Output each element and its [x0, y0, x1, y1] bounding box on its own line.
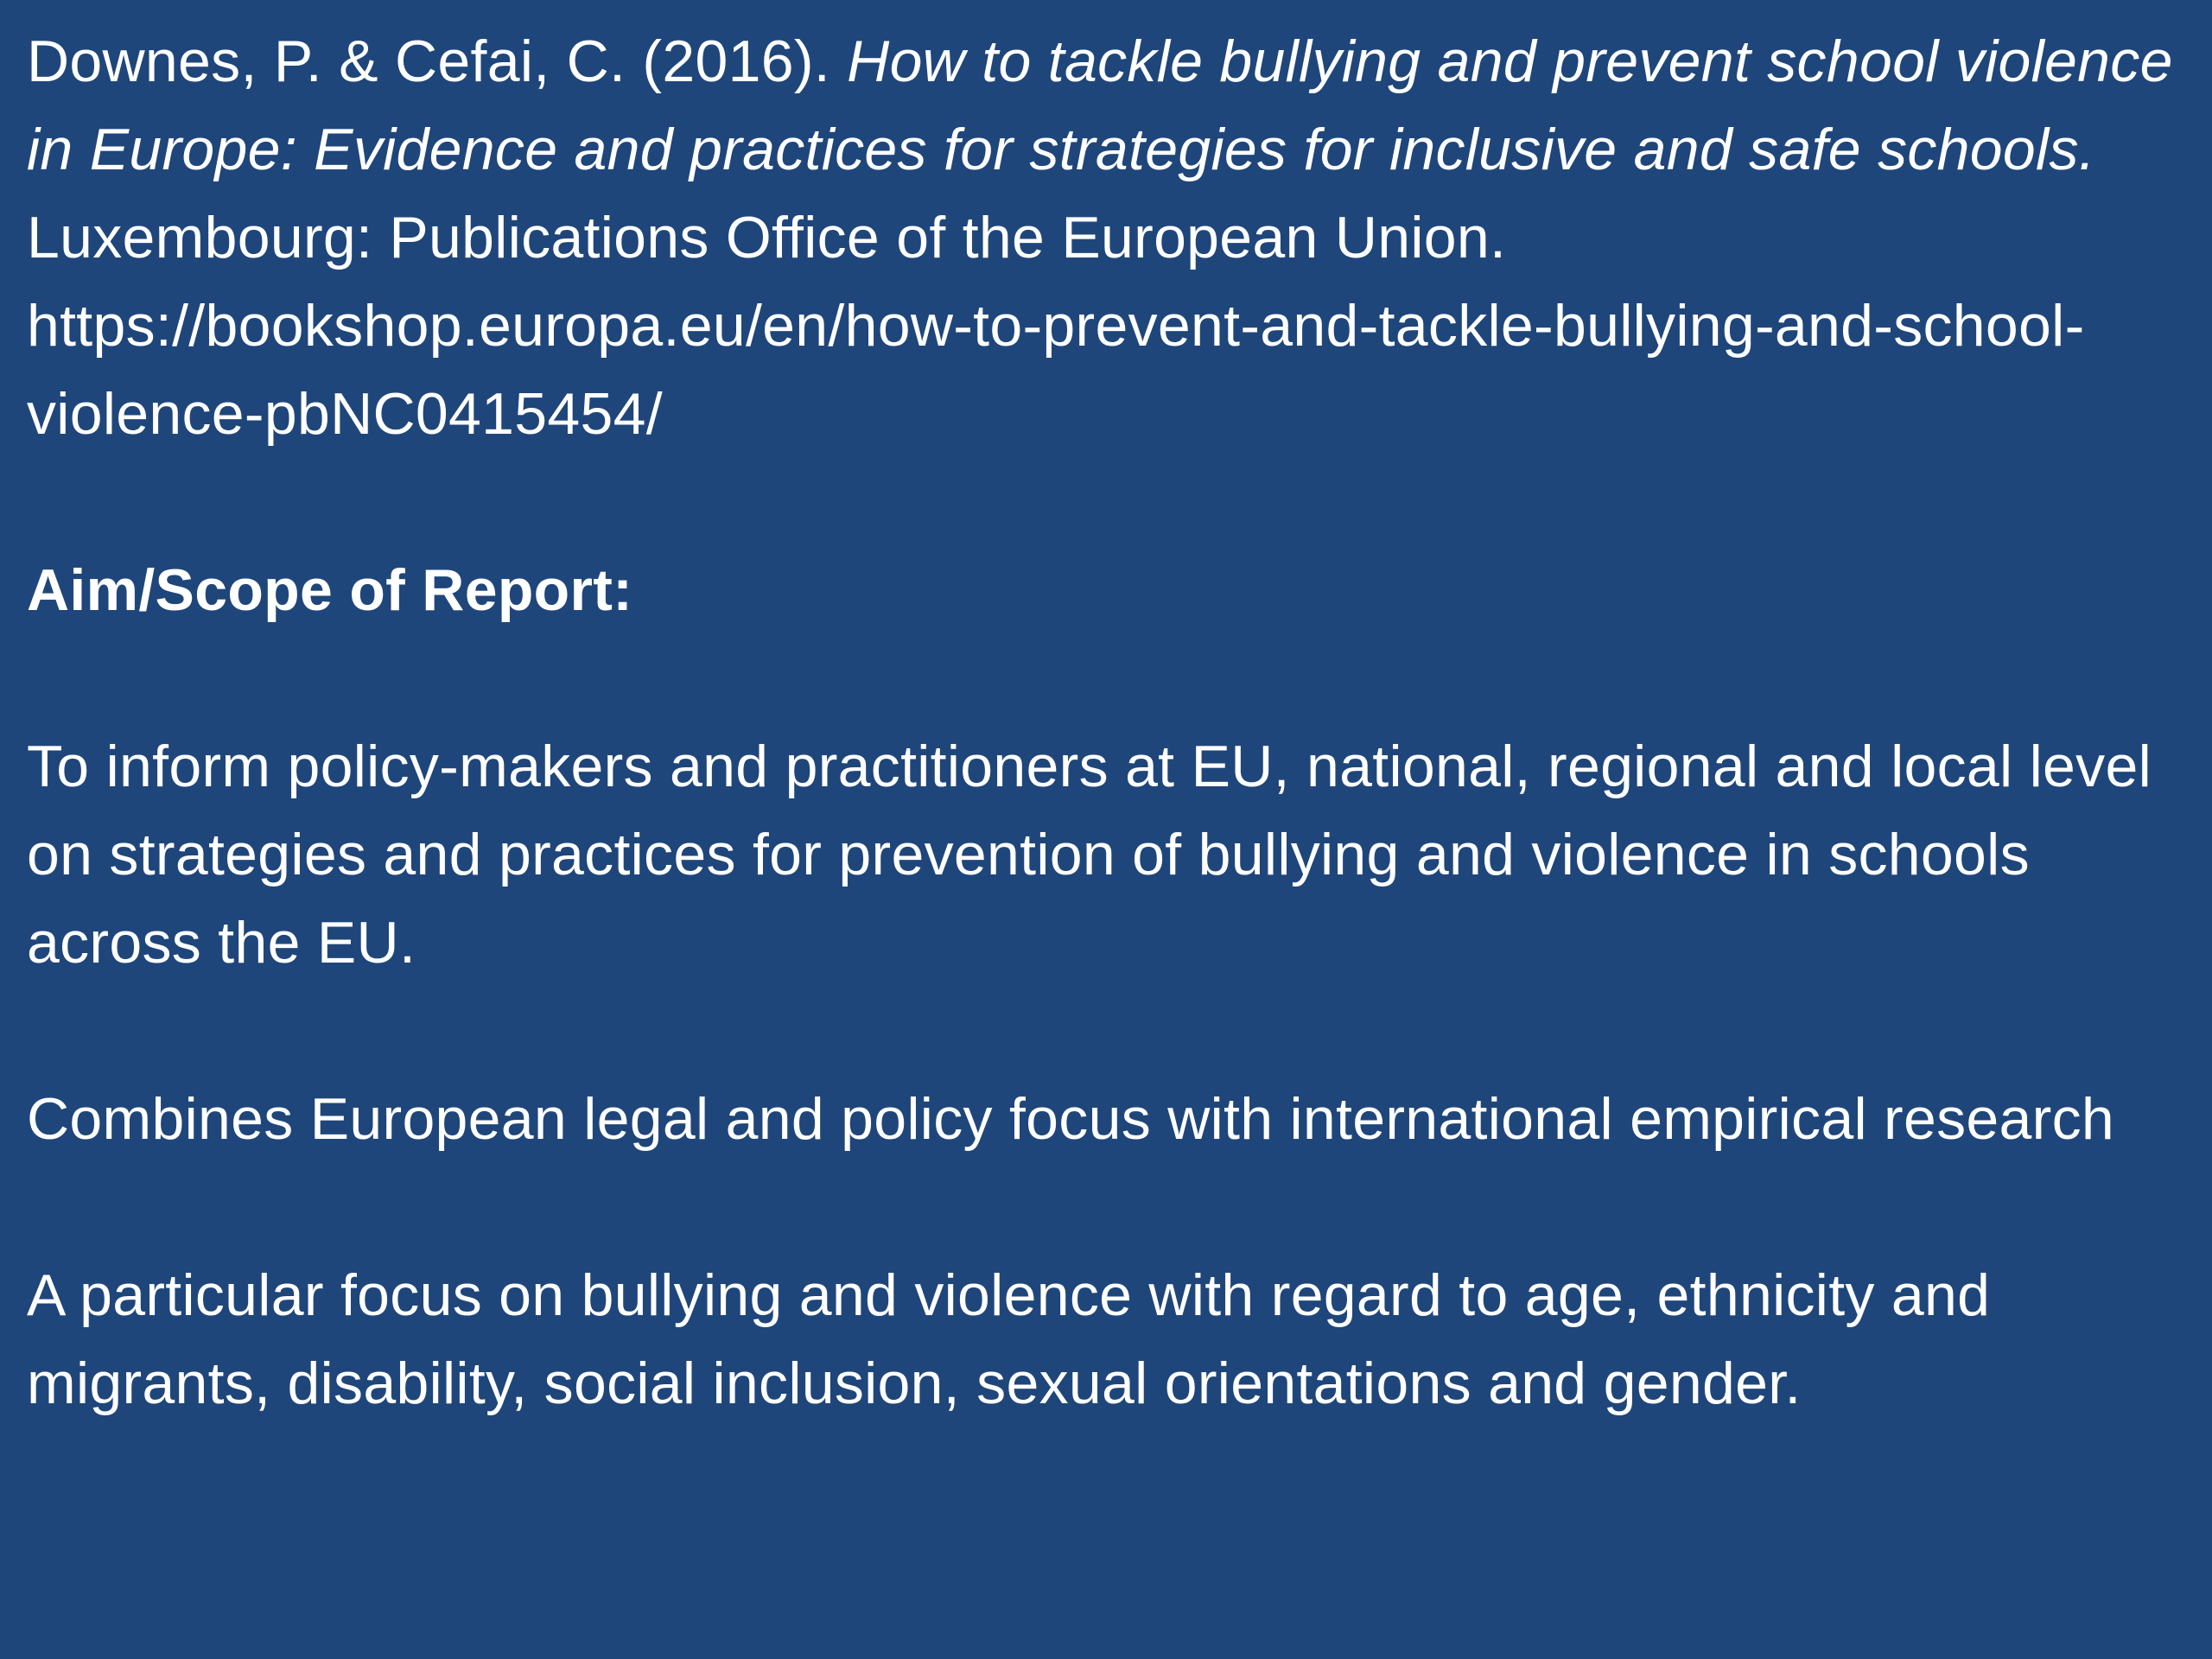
- citation-publisher: Luxembourg: Publications Office of the European Union.: [27, 205, 1507, 270]
- focus-paragraph: A particular focus on bullying and violence with regard to age, ethnicity and migrants, disability, social inclusion, sexual orientations and gender.: [27, 1262, 1991, 1416]
- combines-paragraph: Combines European legal and policy focus with international empirical research: [27, 1086, 2115, 1152]
- citation: [27, 17, 2177, 458]
- citation-title: How to tackle bullying and prevent school violence in Europe: Evidence and practices for strategies for inclusive and safe schools.: [27, 29, 2173, 182]
- citation-url[interactable]: https://bookshop.europa.eu/en/how-to-prevent-and-tackle-bullying-and-school-violence-pbNC0415454/: [27, 293, 2085, 447]
- section-heading: Aim/Scope of Report:: [27, 557, 633, 623]
- aim-paragraph: To inform policy-makers and practitioners at EU, national, regional and local level on strategies and practices for prevention of bullying and violence in schools across the EU.: [27, 734, 2152, 976]
- citation-authors-year: Downes, P. & Cefai, C. (2016).: [27, 29, 848, 94]
